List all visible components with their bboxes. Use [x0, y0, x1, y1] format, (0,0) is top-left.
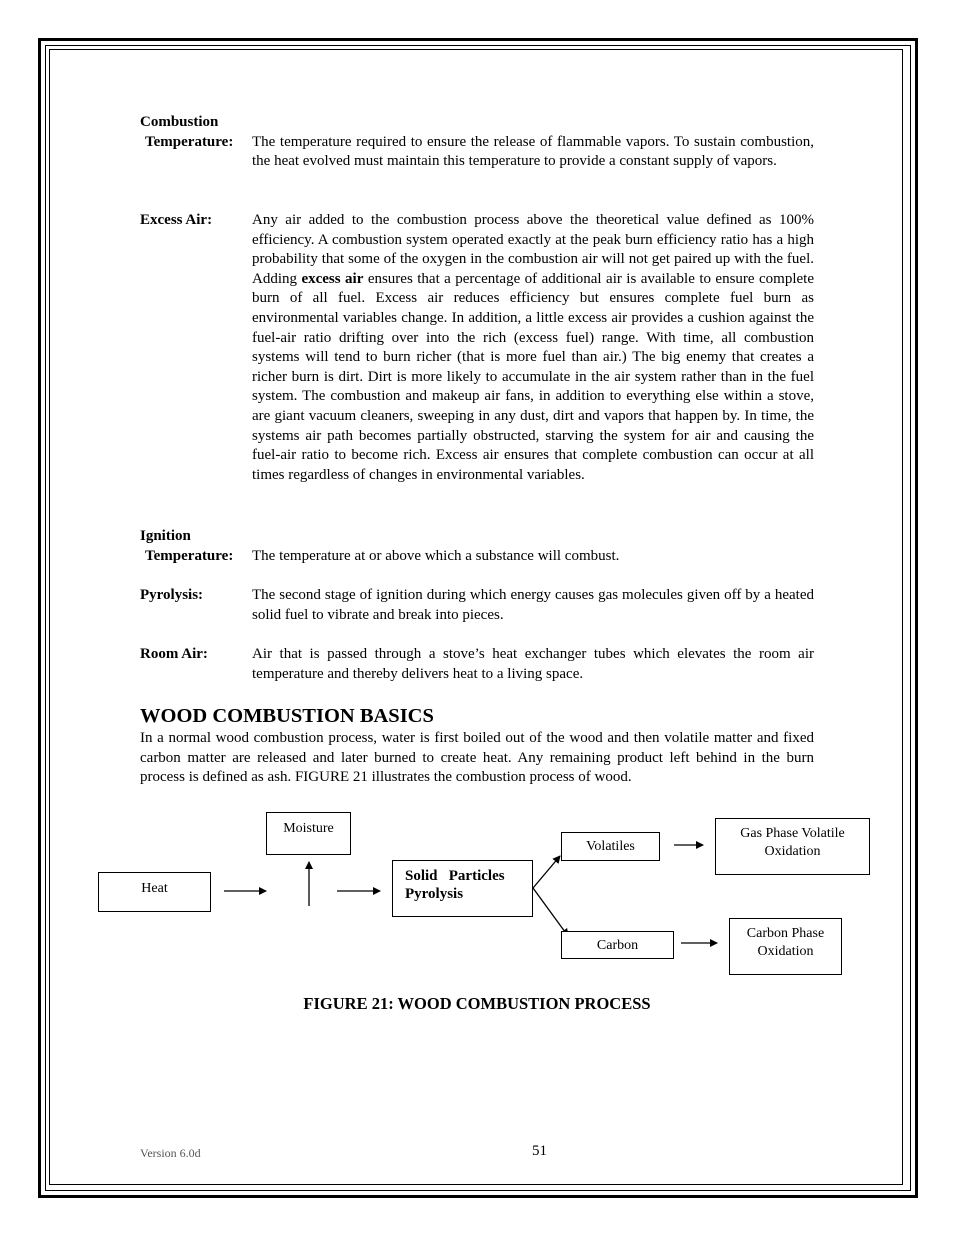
term-line1: Combustion [140, 114, 219, 130]
term-line2: Temperature: [145, 547, 234, 564]
definition-text: The temperature required to ensure the release of flammable vapors. To sustain combustion, the heat evolved must maintain this temperature to provide a constant supply of vapors. [252, 133, 814, 170]
page-number: 51 [532, 1143, 547, 1159]
definition-text: The second stage of ignition during which energy causes gas molecules given off by a heated solid fuel to vibrate and break into pieces. [252, 587, 814, 623]
term: Pyrolysis: [140, 587, 204, 603]
text-bold: excess air [301, 270, 364, 287]
solid-line1: Solid Particles [405, 868, 505, 884]
text-after: ensures that a percentage of additional air is available to ensure complete burn of all fuel. Excess air reduces efficiency but ensures complete fuel burn as environmental variables change. In addition, a little excess air provides a cushion against the fuel-air ratio drifting over into the rich (excess fuel) range. With time, all combustion systems will tend to burn richer (that is more fuel than air.) The big enemy that creates a richer burn is dirt. Dirt is more likely to accumulate in the air system rather than in the fuel system. The combustion and makeup air fans, in addition to everything else within a stove, are giant vacuum cleaners, sweeping in any dust, dirt and vapors that happen by. In time, the systems air path becomes partially obstructed, starving the system for air and causing the fuel-air ratio to become rich. Excess air ensures that complete combustion can occur at all times regardless of changes in environmental variables. [252, 270, 814, 483]
solid-line2: Pyrolysis [405, 886, 464, 902]
term: Room Air: [140, 646, 208, 662]
carbon-box: Carbon [561, 931, 674, 959]
term-line1: Ignition [140, 528, 191, 544]
gas-line2: Oxidation [764, 844, 821, 859]
gas-line1: Gas Phase Volatile [740, 826, 845, 841]
definition-text: The temperature at or above which a substance will combust. [252, 547, 620, 564]
figure-caption [0, 994, 954, 1014]
arrow-to-carbon [533, 888, 568, 936]
definition-text: Air that is passed through a stove’s heat exchanger tubes which elevates the room air temperature and thereby delivers heat to a living space. [252, 646, 814, 682]
arrow-to-volatiles [533, 856, 560, 888]
moisture-box: Moisture [266, 812, 351, 855]
text-before: Any air added to the combustion process above the theoretical value defined as 100% efficiency. A combustion system operated exactly at the peak burn efficiency ratio has a high probability that some of the oxygen in the combustion air will not get paired up with the fuel. Adding [252, 212, 814, 287]
carbon-phase-line2: Oxidation [757, 944, 814, 959]
carbon-phase-oxidation-box [729, 918, 842, 975]
term-line2: Temperature: [145, 133, 234, 150]
version-label: Version 6.0d [140, 1146, 201, 1160]
section-paragraph: In a normal wood combustion process, water is first boiled out of the wood and then volatile matter and fixed carbon matter are released and later burned to create heat. Any remaining product left behind in the burn process is defined as ash. FIGURE 21 illustrates the combustion process of wood. [140, 730, 814, 786]
heat-box: Heat [98, 872, 211, 912]
solid-particles-pyrolysis-box [392, 860, 533, 917]
term: Excess Air: [140, 212, 213, 228]
section-heading: WOOD COMBUSTION BASICS [140, 705, 434, 727]
volatiles-box: Volatiles [561, 832, 660, 861]
carbon-phase-line1: Carbon Phase [746, 926, 825, 941]
gas-phase-volatile-oxidation-box [715, 818, 870, 875]
figure-caption-text: FIGURE 21: WOOD COMBUSTION PROCESS [303, 994, 651, 1013]
